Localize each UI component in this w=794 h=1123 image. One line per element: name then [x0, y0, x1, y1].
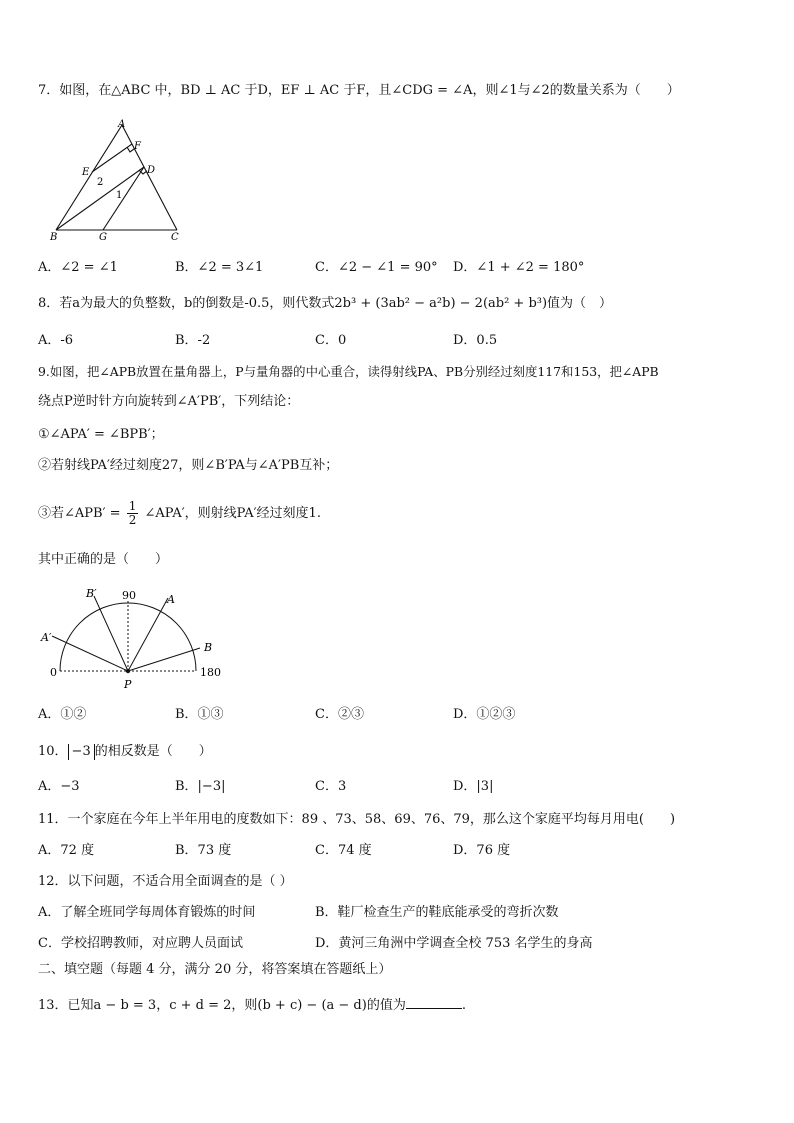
q11-stem: 11．一个家庭在今年上半年用电的度数如下：89 、73、58、69、76、79，那么这个家庭平均每月用电( ) — [38, 812, 676, 827]
label-A-prime: A′ — [41, 631, 52, 644]
q9-conclusion-2: ②若射线PA′经过刻度27，则∠B′PA与∠A′PB互补； — [38, 458, 339, 473]
label-180: 180 — [200, 666, 221, 679]
q9-conclusion-3-end: ∠APA′，则射线PA′经过刻度1. — [144, 506, 321, 521]
label-0: 0 — [50, 666, 57, 679]
fraction-denominator: 2 — [128, 513, 137, 527]
q11-option-c: C．74 度 — [315, 843, 372, 858]
q8-option-d: D．0.5 — [453, 333, 498, 348]
q8-stem: 8．若a为最大的负整数，b的倒数是-0.5，则代数式2b³ + (3ab² − a²b) − 2(ab² + b³)值为（ ） — [38, 296, 613, 311]
label-B: B — [204, 641, 213, 654]
label-90: 90 — [122, 589, 136, 602]
answer-blank — [406, 996, 462, 1009]
q9-conclusion-1: ①∠APA′ = ∠BPB′； — [38, 427, 164, 442]
q12-option-a: A．了解全班同学每周体育锻炼的时间 — [38, 905, 256, 920]
q13-stem — [38, 996, 466, 1015]
label-angle-1: 1 — [116, 190, 123, 201]
q8-option-a: A．-6 — [38, 333, 74, 348]
label-A: A — [167, 593, 175, 606]
q9-conclusion-3-start: ③若∠APB′ = — [38, 506, 121, 521]
label-B: B — [50, 232, 58, 242]
label-E: E — [82, 167, 90, 178]
q10-option-c: C．3 — [315, 779, 347, 794]
q11-option-b: B．73 度 — [175, 843, 232, 858]
q9-conclusion-3 — [38, 496, 321, 532]
q7-option-b: B．∠2 = 3∠1 — [175, 260, 264, 275]
q9-option-a: A．①② — [38, 707, 87, 722]
label-F: F — [134, 141, 141, 152]
one-half-fraction — [127, 500, 139, 527]
q10-option-a: A．−3 — [38, 779, 80, 794]
q12-option-d: D．黄河三角洲中学调查全校 753 名学生的身高 — [315, 936, 593, 951]
q12-option-b: B．鞋厂检查生产的鞋底能承受的弯折次数 — [315, 905, 559, 920]
q9-protractor-figure — [40, 584, 230, 692]
q9-line2: 绕点P逆时针方向旋转到∠A′PB′，下列结论： — [38, 394, 300, 409]
q10-text: 的相反数是（ ） — [94, 744, 212, 759]
q13-text: 13．已知a − b = 3，c + d = 2，则(b + c) − (a − d)的值为 — [38, 998, 406, 1013]
section-heading: 二、填空题（每题 4 分，满分 20 分，将答案填在答题纸上） — [38, 962, 392, 977]
q12-stem: 12．以下问题，不适合用全面调查的是（ ） — [38, 874, 293, 889]
label-B-prime: B′ — [86, 587, 97, 600]
absolute-value: −3 — [68, 744, 95, 760]
q10-option-b: B．|−3| — [175, 779, 226, 794]
q12-option-c: C．学校招聘教师，对应聘人员面试 — [38, 936, 243, 951]
q10-stem — [38, 743, 212, 761]
q7-option-a: A．∠2 = ∠1 — [38, 260, 118, 275]
q8-option-b: B．-2 — [175, 333, 211, 348]
q7-option-d: D．∠1 + ∠2 = 180° — [453, 260, 585, 275]
q7-option-c: C．∠2 − ∠1 = 90° — [315, 260, 438, 275]
q7-triangle-figure — [44, 116, 186, 242]
q9-option-c: C．②③ — [315, 707, 364, 722]
q13-period: . — [461, 998, 466, 1013]
q11-option-a: A．72 度 — [38, 843, 95, 858]
q10-option-d: D．|3| — [453, 779, 494, 794]
label-G: G — [99, 232, 107, 242]
label-P: P — [124, 678, 132, 691]
q9-option-b: B．①③ — [175, 707, 224, 722]
q9-ask: 其中正确的是（ ） — [38, 552, 169, 567]
q8-option-c: C．0 — [315, 333, 347, 348]
label-C: C — [171, 232, 179, 242]
q7-stem: 7．如图，在△ABC 中，BD ⊥ AC 于D，EF ⊥ AC 于F，且∠CDG = ∠A，则∠1与∠2的数量关系为（ ） — [38, 83, 680, 98]
label-angle-2: 2 — [97, 177, 104, 188]
q11-option-d: D．76 度 — [453, 843, 511, 858]
fraction-numerator: 1 — [128, 499, 137, 513]
q9-option-d: D．①②③ — [453, 707, 516, 722]
q9-line1: 9.如图，把∠APB放置在量角器上，P与量角器的中心重合，读得射线PA、PB分别经过刻度117和153，把∠APB — [38, 364, 659, 379]
label-A: A — [118, 119, 126, 130]
q10-number: 10． — [38, 744, 68, 759]
label-D: D — [147, 165, 156, 176]
